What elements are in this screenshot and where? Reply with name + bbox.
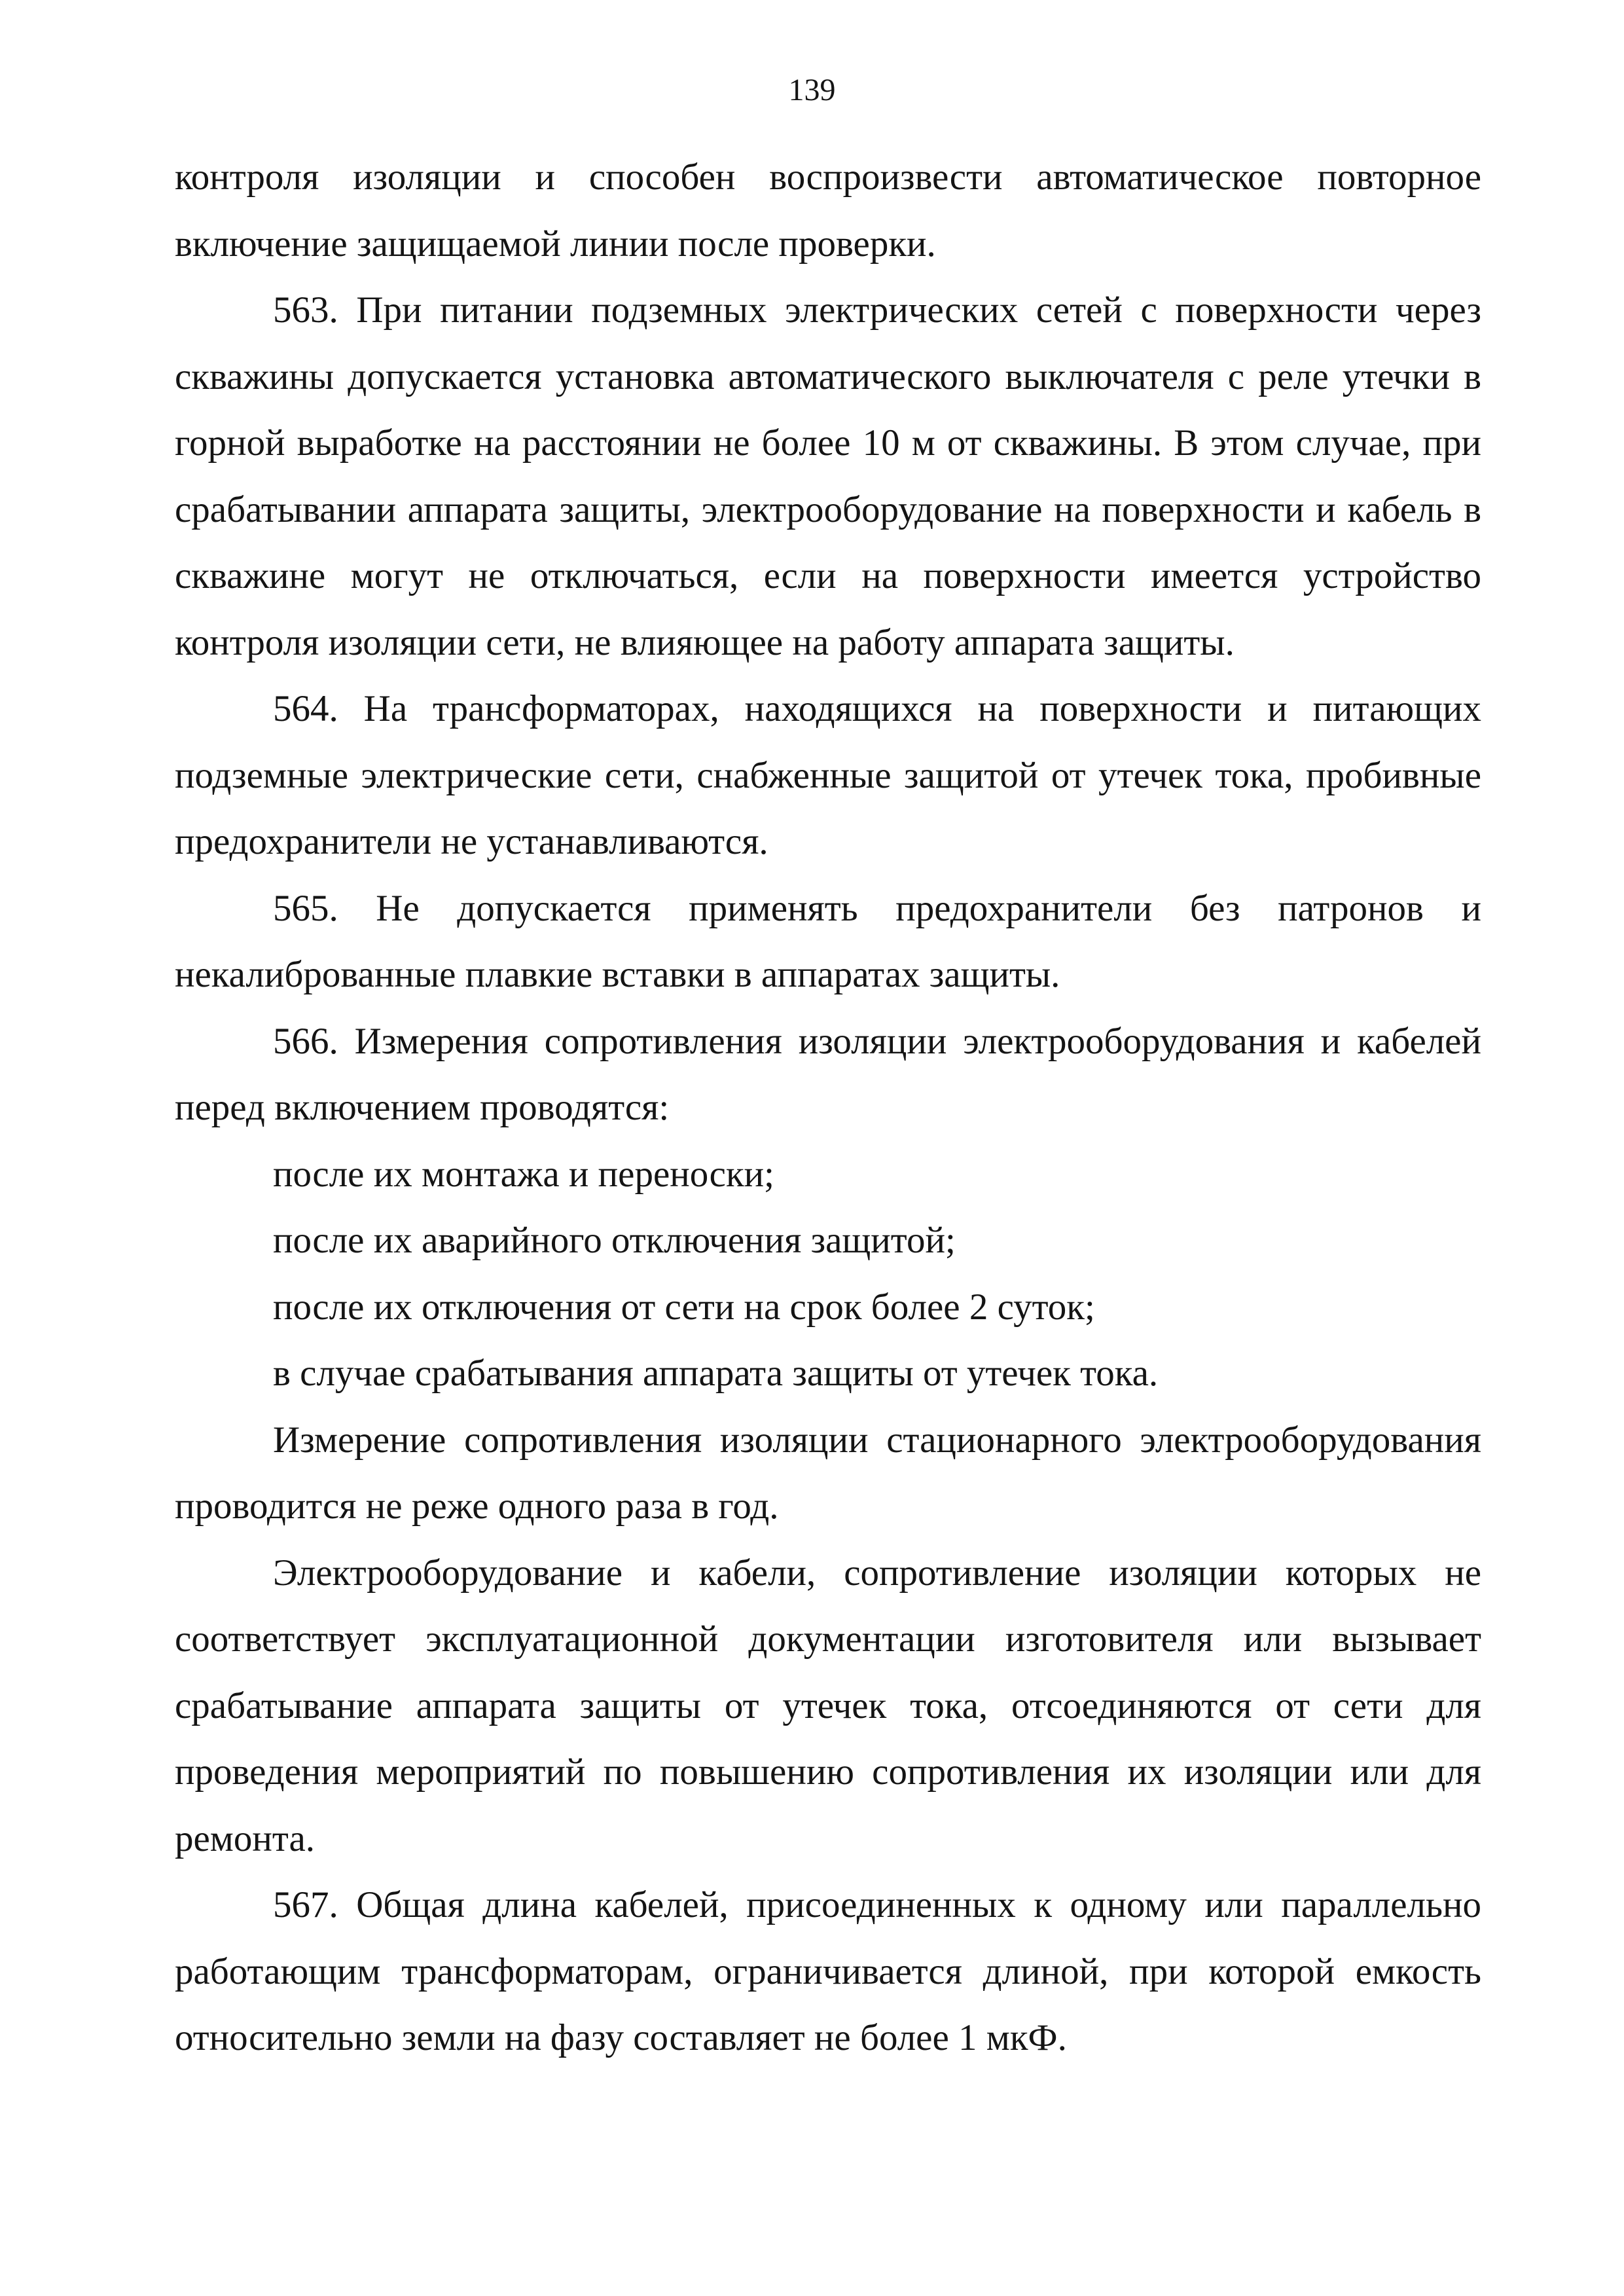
paragraph-564: 564. На трансформаторах, находящихся на поверхности и питающих подземные электрические сети, снабженные защитой от утечек тока, пробивные предохранители не устанавливаются. — [175, 688, 1481, 862]
list-item: после их аварийного отключения защитой; — [273, 1220, 956, 1261]
paragraph-566: 566. Измерения сопротивления изоляции электрооборудования и кабелей перед включением проводятся: — [175, 1020, 1481, 1128]
page-number: 139 — [788, 73, 836, 107]
paragraph-567: 567. Общая длина кабелей, присоединенных к одному или параллельно работающим трансформаторам, ограничивается длиной, при которой емкость относительно земли на фазу составляет не более 1 мкФ. — [175, 1884, 1481, 2058]
list-item: в случае срабатывания аппарата защиты от утечек тока. — [273, 1353, 1159, 1394]
paragraph-565: 565. Не допускается применять предохранители без патронов и некалиброванные плавкие вставки в аппаратах защиты. — [175, 887, 1481, 995]
list-item: после их монтажа и переноски; — [273, 1153, 774, 1195]
paragraph-563: 563. При питании подземных электрических сетей с поверхности через скважины допускается установка автоматического выключателя с реле утечки в горной выработке на расстоянии не более 10 м от скважины. В этом случае, при срабатывании аппарата защиты, электрооборудование на поверхности и кабель в скважине могут не отключаться, если на поверхности имеется устройство контроля изоляции сети, не влияющее на работу аппарата защиты. — [175, 289, 1481, 663]
paragraph-disconnect-equipment: Электрооборудование и кабели, сопротивление изоляции которых не соответствует эксплуатационной документации изготовителя или вызывает срабатывание аппарата защиты от утечек тока, отсоединяются от сети для проведения мероприятий по повышению сопротивления их изоляции или для ремонта. — [175, 1552, 1481, 1859]
paragraph-continuation: контроля изоляции и способен воспроизвести автоматическое повторное включение защищаемой линии после проверки. — [175, 156, 1481, 264]
paragraph-stationary-measurement: Измерение сопротивления изоляции стационарного электрооборудования проводится не реже одного раза в год. — [175, 1419, 1481, 1527]
document-body — [175, 144, 1481, 2071]
list-item: после их отключения от сети на срок более 2 суток; — [273, 1286, 1095, 1328]
